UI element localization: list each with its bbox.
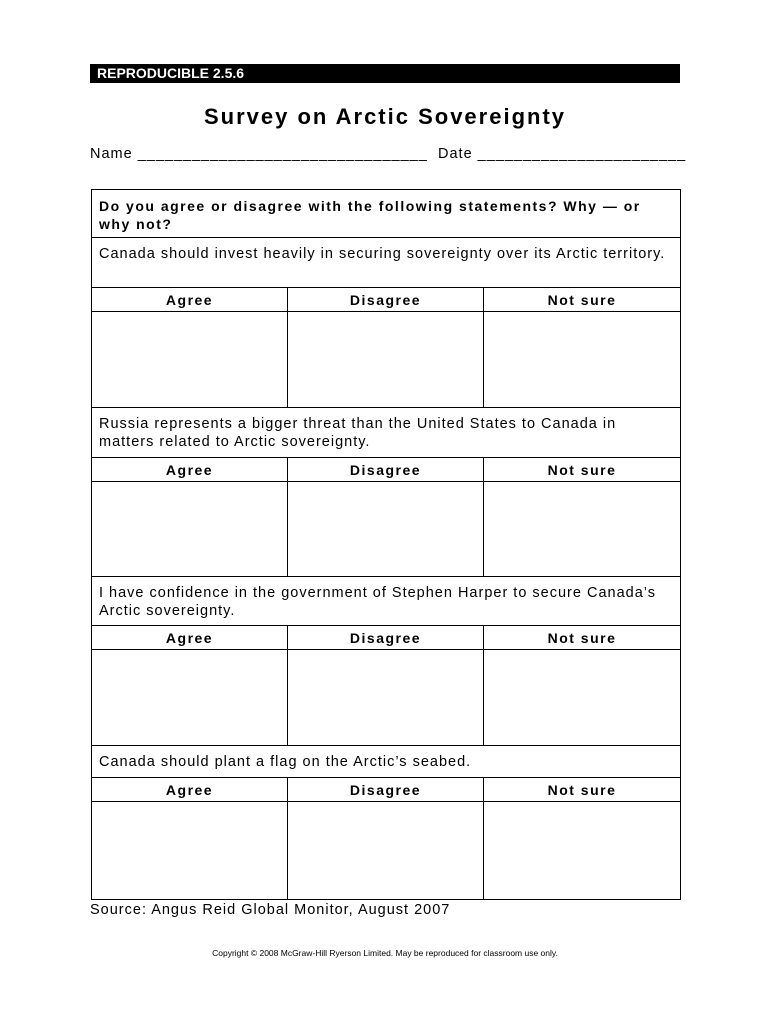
agree-answer-box[interactable] [92, 312, 288, 407]
agree-answer-box[interactable] [92, 802, 288, 899]
response-header-4 [92, 778, 680, 802]
not-sure-answer-box[interactable] [484, 312, 680, 407]
statement-1: Canada should invest heavily in securing sovereignty over its Arctic territory. [92, 238, 680, 288]
date-field[interactable]: Date _______________________ [438, 146, 687, 162]
response-row-1 [92, 312, 680, 408]
agree-answer-box[interactable] [92, 650, 288, 745]
not-sure-answer-box[interactable] [484, 802, 680, 899]
column-not-sure: Not sure [547, 782, 617, 798]
survey-table [91, 189, 681, 900]
statement-2: Russia represents a bigger threat than the United States to Canada in matters related to Arctic sovereignty. [92, 408, 680, 458]
name-date-row [90, 146, 687, 162]
disagree-answer-box[interactable] [288, 802, 484, 899]
response-header-1 [92, 288, 680, 312]
statement-4: Canada should plant a flag on the Arctic’s seabed. [92, 746, 680, 778]
response-row-2 [92, 482, 680, 577]
column-agree: Agree [92, 626, 288, 649]
not-sure-answer-box[interactable] [484, 482, 680, 576]
column-not-sure: Not sure [547, 630, 617, 646]
disagree-answer-box[interactable] [288, 312, 484, 407]
reproducible-banner: REPRODUCIBLE 2.5.6 [90, 64, 680, 83]
column-not-sure: Not sure [547, 292, 617, 308]
column-agree: Agree [92, 778, 288, 801]
page-title: Survey on Arctic Sovereignty [203, 104, 567, 129]
response-row-3 [92, 650, 680, 746]
statement-3: I have confidence in the government of Stephen Harper to secure Canada’s Arctic sovereignty. [92, 577, 680, 626]
response-header-2 [92, 458, 680, 482]
column-disagree: Disagree [288, 288, 484, 311]
column-disagree: Disagree [288, 626, 484, 649]
column-disagree: Disagree [288, 458, 484, 481]
copyright-notice: Copyright © 2008 McGraw-Hill Ryerson Limited. May be reproduced for classroom use only. [212, 948, 558, 958]
column-not-sure: Not sure [547, 462, 617, 478]
disagree-answer-box[interactable] [288, 650, 484, 745]
source-citation: Source: Angus Reid Global Monitor, August 2007 [90, 902, 451, 918]
column-agree: Agree [92, 288, 288, 311]
column-disagree: Disagree [288, 778, 484, 801]
survey-instructions: Do you agree or disagree with the following statements? Why — or why not? [92, 190, 680, 238]
agree-answer-box[interactable] [92, 482, 288, 576]
column-agree: Agree [92, 458, 288, 481]
response-header-3 [92, 626, 680, 650]
response-row-4 [92, 802, 680, 899]
not-sure-answer-box[interactable] [484, 650, 680, 745]
disagree-answer-box[interactable] [288, 482, 484, 576]
name-field[interactable]: Name ________________________________ [90, 146, 428, 162]
